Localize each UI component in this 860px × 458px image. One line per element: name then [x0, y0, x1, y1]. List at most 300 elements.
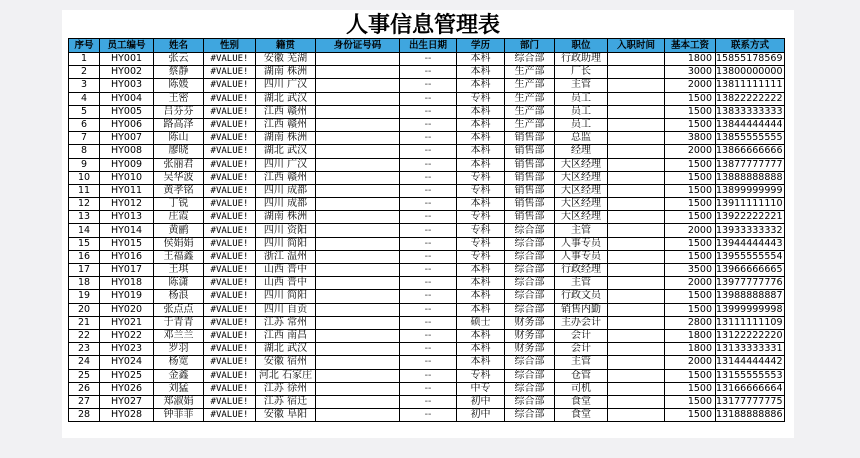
cell-birth-date[interactable]: --	[400, 303, 457, 316]
cell-gender[interactable]: #VALUE!	[204, 198, 256, 211]
cell-gender[interactable]: #VALUE!	[204, 277, 256, 290]
cell-position[interactable]: 主管	[555, 356, 608, 369]
cell-salary[interactable]: 3000	[665, 66, 716, 79]
cell-name[interactable]: 庄霞	[154, 211, 204, 224]
cell-salary[interactable]: 2000	[665, 356, 716, 369]
cell-id-number[interactable]	[316, 237, 400, 250]
column-header[interactable]: 入职时间	[608, 39, 665, 53]
cell-employee-id[interactable]: HY015	[100, 237, 154, 250]
cell-id-number[interactable]	[316, 303, 400, 316]
cell-name[interactable]: 吕芬芬	[154, 105, 204, 118]
cell-birth-date[interactable]: --	[400, 290, 457, 303]
cell-position[interactable]: 员工	[555, 105, 608, 118]
cell-birth-date[interactable]: --	[400, 237, 457, 250]
cell-birth-date[interactable]: --	[400, 79, 457, 92]
cell-birth-date[interactable]: --	[400, 343, 457, 356]
cell-hire-date[interactable]	[608, 105, 665, 118]
cell-index[interactable]: 17	[69, 264, 100, 277]
cell-employee-id[interactable]: HY025	[100, 369, 154, 382]
cell-hire-date[interactable]	[608, 145, 665, 158]
cell-id-number[interactable]	[316, 53, 400, 66]
cell-gender[interactable]: #VALUE!	[204, 369, 256, 382]
cell-education[interactable]: 本科	[457, 198, 505, 211]
cell-phone[interactable]: 13911111110	[716, 198, 783, 210]
cell-id-number[interactable]	[316, 105, 400, 118]
cell-origin[interactable]: 四川 成都	[256, 184, 316, 197]
cell-education[interactable]: 初中	[457, 409, 505, 422]
cell-gender[interactable]: #VALUE!	[204, 237, 256, 250]
cell-gender[interactable]: #VALUE!	[204, 224, 256, 237]
cell-employee-id[interactable]: HY024	[100, 356, 154, 369]
cell-gender[interactable]: #VALUE!	[204, 158, 256, 171]
cell-index[interactable]: 21	[69, 316, 100, 329]
cell-phone[interactable]: 13933333332	[716, 224, 783, 236]
cell-name[interactable]: 罗羽	[154, 343, 204, 356]
cell-origin[interactable]: 湖南 株洲	[256, 66, 316, 79]
cell-name[interactable]: 王琪	[154, 264, 204, 277]
cell-position[interactable]: 厂长	[555, 66, 608, 79]
cell-hire-date[interactable]	[608, 211, 665, 224]
cell-employee-id[interactable]: HY017	[100, 264, 154, 277]
cell-position[interactable]: 人事专员	[555, 237, 608, 250]
cell-education[interactable]: 专科	[457, 92, 505, 105]
cell-name[interactable]: 侯娟娟	[154, 237, 204, 250]
cell-employee-id[interactable]: HY013	[100, 211, 154, 224]
column-header[interactable]: 联系方式	[716, 39, 785, 53]
cell-origin[interactable]: 江苏 常州	[256, 316, 316, 329]
cell-hire-date[interactable]	[608, 369, 665, 382]
cell-birth-date[interactable]: --	[400, 145, 457, 158]
cell-origin[interactable]: 湖南 株洲	[256, 211, 316, 224]
cell-index[interactable]: 1	[69, 53, 100, 66]
cell-position[interactable]: 会计	[555, 343, 608, 356]
cell-phone[interactable]: 13944444443	[716, 237, 783, 249]
cell-birth-date[interactable]: --	[400, 53, 457, 66]
cell-hire-date[interactable]	[608, 382, 665, 395]
cell-position[interactable]: 行政文员	[555, 290, 608, 303]
cell-department[interactable]: 综合部	[505, 277, 555, 290]
cell-education[interactable]: 本科	[457, 53, 505, 66]
cell-birth-date[interactable]: --	[400, 395, 457, 408]
cell-gender[interactable]: #VALUE!	[204, 79, 256, 92]
cell-department[interactable]: 生产部	[505, 92, 555, 105]
cell-phone[interactable]: 13955555554	[716, 250, 783, 262]
cell-phone[interactable]: 13144444442	[716, 356, 783, 368]
cell-education[interactable]: 中专	[457, 382, 505, 395]
cell-index[interactable]: 15	[69, 237, 100, 250]
cell-education[interactable]: 专科	[457, 184, 505, 197]
cell-id-number[interactable]	[316, 145, 400, 158]
cell-gender[interactable]: #VALUE!	[204, 329, 256, 342]
cell-position[interactable]: 司机	[555, 382, 608, 395]
cell-gender[interactable]: #VALUE!	[204, 66, 256, 79]
cell-education[interactable]: 本科	[457, 356, 505, 369]
cell-name[interactable]: 王福鑫	[154, 250, 204, 263]
cell-salary[interactable]: 1500	[665, 211, 716, 224]
column-header[interactable]: 身份证号码	[316, 39, 400, 53]
cell-hire-date[interactable]	[608, 409, 665, 422]
cell-department[interactable]: 综合部	[505, 369, 555, 382]
cell-employee-id[interactable]: HY012	[100, 198, 154, 211]
cell-index[interactable]: 23	[69, 343, 100, 356]
cell-department[interactable]: 综合部	[505, 382, 555, 395]
cell-department[interactable]: 综合部	[505, 237, 555, 250]
cell-birth-date[interactable]: --	[400, 356, 457, 369]
cell-name[interactable]: 陈山	[154, 132, 204, 145]
cell-gender[interactable]: #VALUE!	[204, 264, 256, 277]
cell-phone[interactable]: 13188888886	[716, 409, 783, 421]
cell-department[interactable]: 销售部	[505, 198, 555, 211]
cell-salary[interactable]: 1500	[665, 92, 716, 105]
cell-education[interactable]: 本科	[457, 290, 505, 303]
cell-department[interactable]: 综合部	[505, 395, 555, 408]
cell-name[interactable]: 钟菲菲	[154, 409, 204, 422]
cell-hire-date[interactable]	[608, 329, 665, 342]
cell-education[interactable]: 本科	[457, 145, 505, 158]
cell-id-number[interactable]	[316, 211, 400, 224]
cell-origin[interactable]: 山西 晋中	[256, 277, 316, 290]
cell-phone[interactable]: 13966666665	[716, 264, 783, 276]
cell-index[interactable]: 14	[69, 224, 100, 237]
cell-origin[interactable]: 安徽 宿州	[256, 356, 316, 369]
cell-origin[interactable]: 四川 自贡	[256, 303, 316, 316]
cell-name[interactable]: 黄鹂	[154, 224, 204, 237]
cell-index[interactable]: 2	[69, 66, 100, 79]
cell-position[interactable]: 总监	[555, 132, 608, 145]
cell-index[interactable]: 4	[69, 92, 100, 105]
cell-id-number[interactable]	[316, 277, 400, 290]
cell-gender[interactable]: #VALUE!	[204, 395, 256, 408]
cell-education[interactable]: 本科	[457, 66, 505, 79]
cell-id-number[interactable]	[316, 369, 400, 382]
cell-name[interactable]: 黄孝铭	[154, 184, 204, 197]
cell-gender[interactable]: #VALUE!	[204, 53, 256, 66]
cell-id-number[interactable]	[316, 224, 400, 237]
cell-hire-date[interactable]	[608, 237, 665, 250]
cell-hire-date[interactable]	[608, 198, 665, 211]
cell-gender[interactable]: #VALUE!	[204, 105, 256, 118]
cell-origin[interactable]: 浙江 温州	[256, 250, 316, 263]
cell-hire-date[interactable]	[608, 171, 665, 184]
cell-employee-id[interactable]: HY020	[100, 303, 154, 316]
column-header[interactable]: 出生日期	[400, 39, 457, 53]
cell-salary[interactable]: 1500	[665, 382, 716, 395]
cell-index[interactable]: 24	[69, 356, 100, 369]
cell-phone[interactable]: 13111111109	[716, 316, 783, 328]
cell-salary[interactable]: 1500	[665, 118, 716, 131]
cell-department[interactable]: 综合部	[505, 409, 555, 422]
cell-origin[interactable]: 河北 石家庄	[256, 369, 316, 382]
cell-position[interactable]: 人事专员	[555, 250, 608, 263]
cell-department[interactable]: 综合部	[505, 53, 555, 66]
cell-department[interactable]: 财务部	[505, 316, 555, 329]
cell-name[interactable]: 于青青	[154, 316, 204, 329]
cell-position[interactable]: 销售内勤	[555, 303, 608, 316]
cell-hire-date[interactable]	[608, 395, 665, 408]
cell-gender[interactable]: #VALUE!	[204, 303, 256, 316]
cell-hire-date[interactable]	[608, 132, 665, 145]
cell-gender[interactable]: #VALUE!	[204, 211, 256, 224]
cell-salary[interactable]: 2000	[665, 224, 716, 237]
cell-id-number[interactable]	[316, 290, 400, 303]
cell-salary[interactable]: 1500	[665, 198, 716, 211]
cell-index[interactable]: 25	[69, 369, 100, 382]
cell-birth-date[interactable]: --	[400, 264, 457, 277]
cell-employee-id[interactable]: HY023	[100, 343, 154, 356]
cell-name[interactable]: 路高泽	[154, 118, 204, 131]
cell-origin[interactable]: 四川 简阳	[256, 237, 316, 250]
cell-salary[interactable]: 1500	[665, 237, 716, 250]
cell-employee-id[interactable]: HY018	[100, 277, 154, 290]
cell-gender[interactable]: #VALUE!	[204, 382, 256, 395]
cell-birth-date[interactable]: --	[400, 211, 457, 224]
cell-index[interactable]: 27	[69, 395, 100, 408]
cell-origin[interactable]: 四川 广汉	[256, 158, 316, 171]
cell-education[interactable]: 本科	[457, 79, 505, 92]
cell-hire-date[interactable]	[608, 92, 665, 105]
cell-id-number[interactable]	[316, 66, 400, 79]
column-header[interactable]: 基本工资	[665, 39, 716, 53]
cell-position[interactable]: 大区经理	[555, 198, 608, 211]
cell-origin[interactable]: 江西 赣州	[256, 171, 316, 184]
cell-name[interactable]: 陈潇	[154, 277, 204, 290]
cell-education[interactable]: 专科	[457, 369, 505, 382]
cell-education[interactable]: 本科	[457, 277, 505, 290]
cell-gender[interactable]: #VALUE!	[204, 356, 256, 369]
cell-position[interactable]: 食堂	[555, 409, 608, 422]
cell-department[interactable]: 销售部	[505, 171, 555, 184]
cell-salary[interactable]: 1500	[665, 184, 716, 197]
cell-position[interactable]: 大区经理	[555, 171, 608, 184]
cell-employee-id[interactable]: HY007	[100, 132, 154, 145]
cell-hire-date[interactable]	[608, 224, 665, 237]
cell-employee-id[interactable]: HY008	[100, 145, 154, 158]
cell-department[interactable]: 生产部	[505, 66, 555, 79]
cell-education[interactable]: 本科	[457, 303, 505, 316]
cell-birth-date[interactable]: --	[400, 118, 457, 131]
cell-gender[interactable]: #VALUE!	[204, 316, 256, 329]
cell-origin[interactable]: 湖南 株洲	[256, 132, 316, 145]
cell-department[interactable]: 财务部	[505, 343, 555, 356]
cell-phone[interactable]: 13888888888	[716, 171, 783, 183]
cell-index[interactable]: 9	[69, 158, 100, 171]
cell-name[interactable]: 廖晓	[154, 145, 204, 158]
cell-education[interactable]: 专科	[457, 171, 505, 184]
cell-name[interactable]: 刘猛	[154, 382, 204, 395]
cell-employee-id[interactable]: HY010	[100, 171, 154, 184]
cell-gender[interactable]: #VALUE!	[204, 92, 256, 105]
cell-origin[interactable]: 四川 简阳	[256, 290, 316, 303]
cell-position[interactable]: 主管	[555, 277, 608, 290]
cell-id-number[interactable]	[316, 198, 400, 211]
cell-employee-id[interactable]: HY011	[100, 184, 154, 197]
cell-gender[interactable]: #VALUE!	[204, 171, 256, 184]
cell-id-number[interactable]	[316, 250, 400, 263]
cell-hire-date[interactable]	[608, 66, 665, 79]
cell-origin[interactable]: 江西 赣州	[256, 105, 316, 118]
cell-index[interactable]: 28	[69, 409, 100, 422]
cell-origin[interactable]: 安徽 芜湖	[256, 53, 316, 66]
cell-position[interactable]: 员工	[555, 118, 608, 131]
cell-employee-id[interactable]: HY019	[100, 290, 154, 303]
cell-id-number[interactable]	[316, 171, 400, 184]
cell-education[interactable]: 专科	[457, 211, 505, 224]
column-header[interactable]: 序号	[69, 39, 100, 53]
cell-birth-date[interactable]: --	[400, 316, 457, 329]
cell-hire-date[interactable]	[608, 316, 665, 329]
cell-name[interactable]: 邓兰兰	[154, 329, 204, 342]
cell-origin[interactable]: 湖北 武汉	[256, 343, 316, 356]
cell-employee-id[interactable]: HY021	[100, 316, 154, 329]
cell-salary[interactable]: 3500	[665, 264, 716, 277]
cell-phone[interactable]: 13899999999	[716, 184, 783, 196]
cell-index[interactable]: 19	[69, 290, 100, 303]
column-header[interactable]: 员工编号	[100, 39, 154, 53]
cell-department[interactable]: 综合部	[505, 224, 555, 237]
cell-origin[interactable]: 湖北 武汉	[256, 92, 316, 105]
cell-id-number[interactable]	[316, 132, 400, 145]
cell-origin[interactable]: 江西 南昌	[256, 329, 316, 342]
cell-index[interactable]: 10	[69, 171, 100, 184]
cell-id-number[interactable]	[316, 382, 400, 395]
cell-index[interactable]: 7	[69, 132, 100, 145]
cell-salary[interactable]: 1800	[665, 53, 716, 66]
cell-gender[interactable]: #VALUE!	[204, 184, 256, 197]
cell-hire-date[interactable]	[608, 184, 665, 197]
cell-employee-id[interactable]: HY026	[100, 382, 154, 395]
cell-salary[interactable]: 1500	[665, 290, 716, 303]
cell-education[interactable]: 硕士	[457, 316, 505, 329]
cell-employee-id[interactable]: HY001	[100, 53, 154, 66]
cell-phone[interactable]: 13988888887	[716, 290, 783, 302]
cell-department[interactable]: 销售部	[505, 184, 555, 197]
cell-department[interactable]: 综合部	[505, 250, 555, 263]
cell-name[interactable]: 王密	[154, 92, 204, 105]
cell-id-number[interactable]	[316, 79, 400, 92]
cell-position[interactable]: 员工	[555, 92, 608, 105]
column-header[interactable]: 姓名	[154, 39, 204, 53]
cell-position[interactable]: 主管	[555, 79, 608, 92]
cell-position[interactable]: 行政经理	[555, 264, 608, 277]
column-header[interactable]: 性别	[204, 39, 256, 53]
cell-name[interactable]: 陈媛	[154, 79, 204, 92]
cell-phone[interactable]: 13855555555	[716, 132, 783, 144]
cell-phone[interactable]: 15855178569	[716, 53, 783, 65]
cell-phone[interactable]: 13877777777	[716, 158, 783, 170]
cell-phone[interactable]: 13977777776	[716, 277, 783, 289]
cell-employee-id[interactable]: HY009	[100, 158, 154, 171]
cell-gender[interactable]: #VALUE!	[204, 343, 256, 356]
cell-birth-date[interactable]: --	[400, 171, 457, 184]
cell-salary[interactable]: 1800	[665, 343, 716, 356]
cell-department[interactable]: 生产部	[505, 79, 555, 92]
column-header[interactable]: 职位	[555, 39, 608, 53]
cell-gender[interactable]: #VALUE!	[204, 118, 256, 131]
cell-hire-date[interactable]	[608, 79, 665, 92]
cell-employee-id[interactable]: HY028	[100, 409, 154, 422]
cell-id-number[interactable]	[316, 118, 400, 131]
cell-department[interactable]: 综合部	[505, 303, 555, 316]
cell-department[interactable]: 销售部	[505, 211, 555, 224]
cell-name[interactable]: 郑淑娟	[154, 395, 204, 408]
cell-position[interactable]: 主办会计	[555, 316, 608, 329]
cell-id-number[interactable]	[316, 316, 400, 329]
cell-birth-date[interactable]: --	[400, 132, 457, 145]
cell-department[interactable]: 生产部	[505, 105, 555, 118]
cell-position[interactable]: 主管	[555, 224, 608, 237]
cell-salary[interactable]: 1500	[665, 395, 716, 408]
cell-index[interactable]: 26	[69, 382, 100, 395]
cell-phone[interactable]: 13177777775	[716, 395, 783, 407]
cell-hire-date[interactable]	[608, 250, 665, 263]
column-header[interactable]: 学历	[457, 39, 505, 53]
cell-position[interactable]: 大区经理	[555, 184, 608, 197]
cell-id-number[interactable]	[316, 343, 400, 356]
cell-index[interactable]: 3	[69, 79, 100, 92]
cell-salary[interactable]: 1800	[665, 329, 716, 342]
cell-name[interactable]: 张云	[154, 53, 204, 66]
cell-employee-id[interactable]: HY004	[100, 92, 154, 105]
cell-hire-date[interactable]	[608, 264, 665, 277]
cell-birth-date[interactable]: --	[400, 277, 457, 290]
cell-gender[interactable]: #VALUE!	[204, 145, 256, 158]
cell-position[interactable]: 仓管	[555, 369, 608, 382]
cell-index[interactable]: 18	[69, 277, 100, 290]
cell-index[interactable]: 22	[69, 329, 100, 342]
cell-id-number[interactable]	[316, 329, 400, 342]
cell-phone[interactable]: 13122222220	[716, 330, 783, 342]
cell-phone[interactable]: 13866666666	[716, 145, 783, 157]
cell-salary[interactable]: 1500	[665, 250, 716, 263]
cell-department[interactable]: 销售部	[505, 132, 555, 145]
cell-position[interactable]: 大区经理	[555, 158, 608, 171]
cell-phone[interactable]: 13133333331	[716, 343, 783, 355]
cell-hire-date[interactable]	[608, 118, 665, 131]
cell-hire-date[interactable]	[608, 277, 665, 290]
cell-id-number[interactable]	[316, 92, 400, 105]
cell-index[interactable]: 6	[69, 118, 100, 131]
cell-birth-date[interactable]: --	[400, 66, 457, 79]
cell-education[interactable]: 本科	[457, 118, 505, 131]
cell-education[interactable]: 本科	[457, 158, 505, 171]
cell-index[interactable]: 13	[69, 211, 100, 224]
column-header[interactable]: 籍贯	[256, 39, 316, 53]
cell-birth-date[interactable]: --	[400, 382, 457, 395]
cell-salary[interactable]: 1500	[665, 303, 716, 316]
cell-name[interactable]: 金鑫	[154, 369, 204, 382]
cell-employee-id[interactable]: HY005	[100, 105, 154, 118]
cell-salary[interactable]: 2800	[665, 316, 716, 329]
cell-hire-date[interactable]	[608, 53, 665, 66]
cell-name[interactable]: 杨浪	[154, 290, 204, 303]
cell-index[interactable]: 11	[69, 184, 100, 197]
cell-education[interactable]: 本科	[457, 105, 505, 118]
cell-phone[interactable]: 13822222222	[716, 92, 783, 104]
cell-position[interactable]: 会计	[555, 329, 608, 342]
cell-birth-date[interactable]: --	[400, 184, 457, 197]
cell-education[interactable]: 专科	[457, 224, 505, 237]
cell-salary[interactable]: 3800	[665, 132, 716, 145]
cell-salary[interactable]: 1500	[665, 369, 716, 382]
cell-origin[interactable]: 四川 资阳	[256, 224, 316, 237]
cell-department[interactable]: 销售部	[505, 158, 555, 171]
cell-hire-date[interactable]	[608, 158, 665, 171]
cell-index[interactable]: 5	[69, 105, 100, 118]
cell-phone[interactable]: 13166666664	[716, 382, 783, 394]
cell-name[interactable]: 丁锐	[154, 198, 204, 211]
cell-origin[interactable]: 江苏 宿迁	[256, 395, 316, 408]
cell-birth-date[interactable]: --	[400, 105, 457, 118]
